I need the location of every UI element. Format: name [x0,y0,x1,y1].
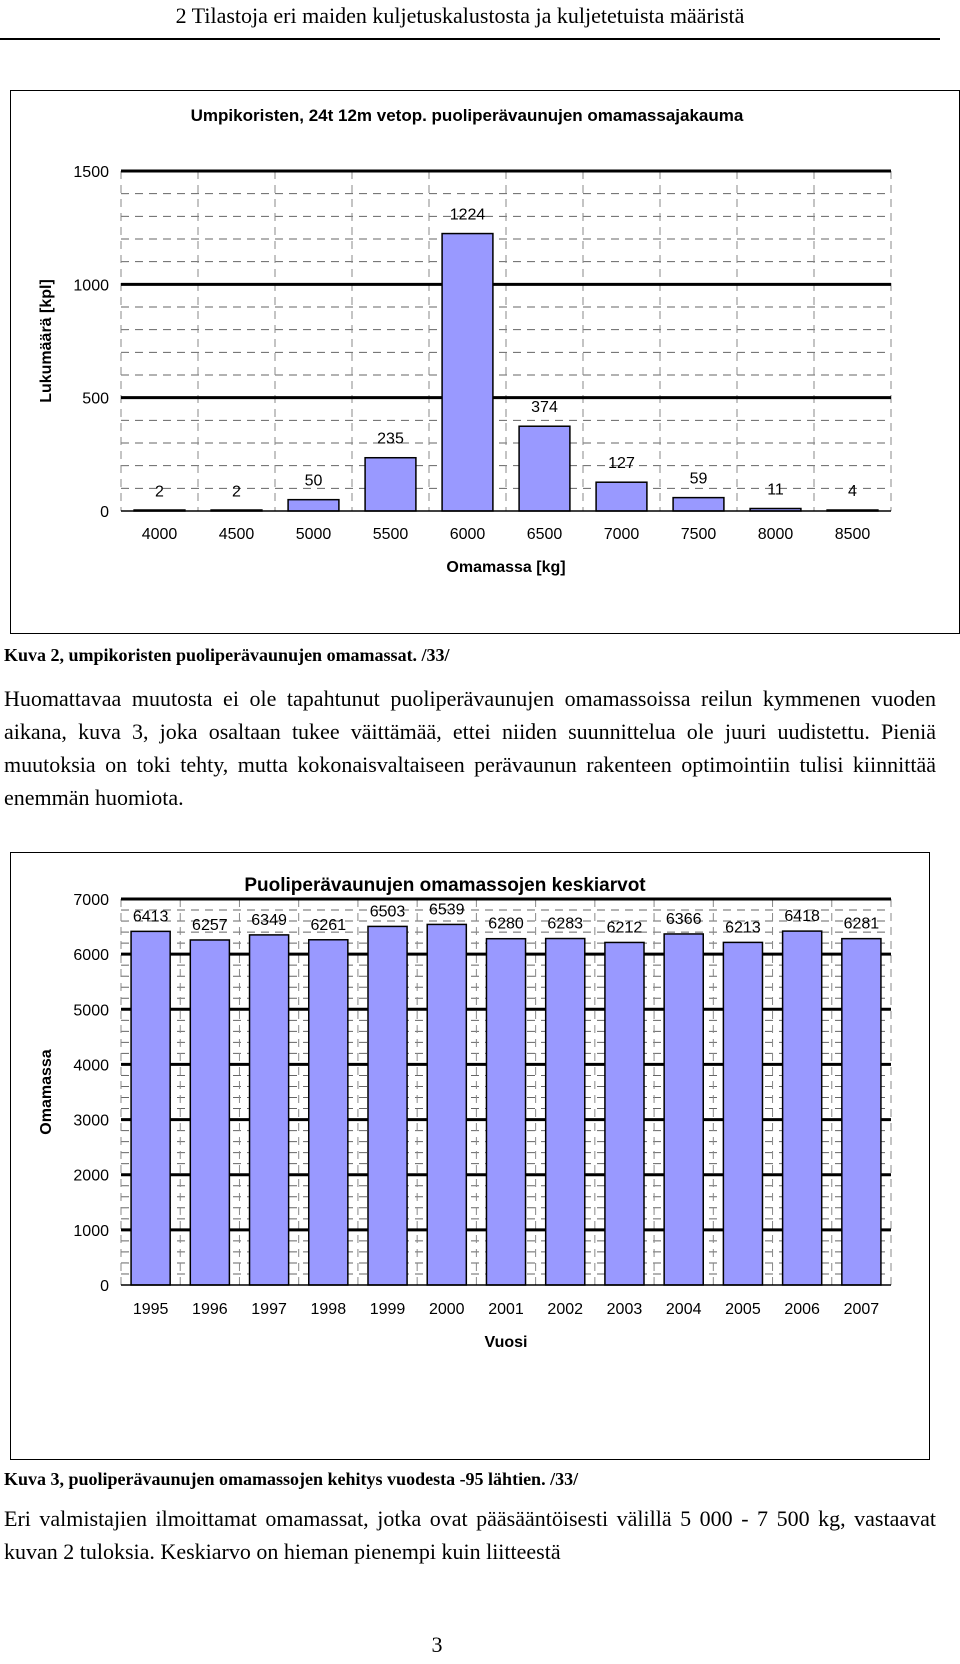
bar [596,482,647,511]
bar [250,935,289,1285]
y-axis-label: Lukumäärä [kpl] [38,279,55,403]
x-axis-label: Omamassa [kg] [446,559,566,576]
data-label: 59 [689,470,708,488]
bar [546,939,585,1285]
data-label: 6280 [488,915,524,933]
chart-averages-svg [11,853,929,1459]
body-paragraph-1: Huomattavaa muutosta ei ole tapahtunut puoliperävaunujen omamassoissa reilun kymmenen vuoden aikana, kuva 3, joka osaltaan tukee väittämää, ettei niiden suunnittelua ole juuri uudistettu. Pieniä muutoksia on toki tehty, mutta kokonaisvaltaiseen perävaunun rakenteen optimointiin tulisi kiinnittää enemmän huomiota. [4,686,936,810]
data-label: 6212 [606,919,643,937]
data-label: 6281 [843,915,880,933]
y-tick-label: 2000 [73,1167,109,1185]
bar [783,931,822,1285]
running-header: 2 Tilastoja eri maiden kuljetuskalustosta ja kuljetetuista määristä [175,3,745,28]
y-tick-label: 0 [100,1278,109,1295]
bar [673,498,724,511]
data-label: 4 [848,483,857,501]
y-tick-label: 7000 [73,892,109,909]
data-label: 127 [608,455,635,473]
x-tick-label: 5500 [372,526,409,543]
x-tick-label: 1995 [132,1301,169,1318]
data-label: 1224 [449,206,486,224]
data-label: 6413 [132,908,169,926]
bar [309,940,348,1285]
data-label: 6257 [192,916,228,934]
bar [486,939,525,1285]
x-tick-label: 7000 [603,526,640,543]
bar [368,926,407,1285]
x-tick-label: 1996 [192,1301,228,1318]
y-tick-label: 1000 [73,277,109,295]
data-label: 6366 [665,910,702,928]
data-label: 374 [531,399,558,417]
x-tick-label: 2006 [784,1301,820,1318]
data-label: 6418 [784,908,820,926]
x-tick-label: 1998 [310,1301,347,1318]
chart-averages [10,852,930,1460]
figure-caption-3: Kuva 3, puoliperävaunujen omamassojen kehitys vuodesta -95 lähtien. /33/ [4,1469,579,1489]
x-tick-label: 8500 [834,526,871,543]
data-label: 6503 [369,903,406,921]
data-label: 6261 [310,916,347,934]
x-tick-label: 5000 [295,526,332,543]
header-rule [0,38,940,40]
x-tick-label: 4000 [141,526,178,543]
x-tick-label: 2007 [843,1301,880,1318]
bar [664,934,703,1285]
bar [442,234,493,511]
y-tick-label: 3000 [73,1112,109,1130]
x-tick-label: 2002 [547,1301,584,1318]
chart-title: Puoliperävaunujen omamassojen keskiarvot [244,875,646,896]
x-tick-label: 2004 [665,1301,702,1318]
data-label: 235 [377,430,404,448]
data-label: 6539 [428,901,465,919]
x-tick-label: 2001 [488,1301,524,1318]
chart-distribution [10,90,960,634]
y-tick-label: 5000 [73,1002,109,1020]
data-label: 6213 [725,919,761,937]
x-tick-label: 4500 [218,526,255,543]
x-tick-label: 7500 [680,526,717,543]
bar [131,931,170,1285]
bar [288,500,339,511]
chart-distribution-svg [11,91,959,633]
bar [190,940,229,1285]
data-label: 11 [767,481,784,499]
x-tick-label: 8000 [757,526,794,543]
data-label: 2 [155,483,164,501]
chart-title: Umpikoristen, 24t 12m vetop. puoliperävaunujen omamassajakauma [190,106,744,125]
x-tick-label: 2005 [725,1301,761,1318]
x-axis-label: Vuosi [484,1334,528,1351]
data-label: 50 [304,472,323,490]
y-axis-label: Omamassa [38,1049,55,1135]
figure-caption-2: Kuva 2, umpikoristen puoliperävaunujen omamassat. /33/ [4,645,450,665]
y-tick-label: 6000 [73,947,109,965]
y-tick-label: 4000 [73,1057,109,1075]
body-paragraph-2: Eri valmistajien ilmoittamat omamassat, jotka ovat pääsääntöisesti välillä 5 000 - 7 500 kg, vastaavat kuvan 2 tuloksia. Keskiarvo on hieman pienempi kuin liitteestä [4,1506,936,1564]
x-tick-label: 2003 [606,1301,643,1318]
data-label: 2 [232,483,241,501]
bar [519,426,570,511]
x-tick-label: 1999 [369,1301,406,1318]
bar [723,942,762,1285]
x-tick-label: 6000 [449,526,486,543]
y-tick-label: 500 [82,390,109,408]
page-number: 3 [431,1632,443,1657]
bar [365,458,416,511]
y-tick-label: 1000 [73,1222,109,1240]
bar [605,942,644,1285]
bar [842,939,881,1285]
data-label: 6349 [251,911,287,929]
bar [427,924,466,1285]
x-tick-label: 1997 [251,1301,287,1318]
y-tick-label: 0 [100,504,109,521]
x-tick-label: 2000 [428,1301,465,1318]
y-tick-label: 1500 [73,164,109,181]
data-label: 6283 [547,915,584,933]
x-tick-label: 6500 [526,526,563,543]
